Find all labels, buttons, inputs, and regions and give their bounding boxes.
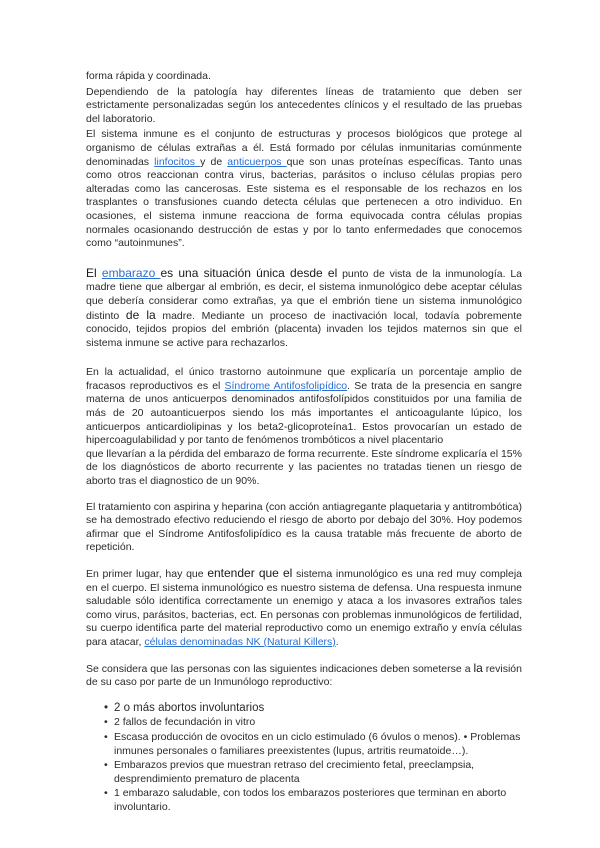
list-item: • 2 fallos de fecundación in vitro bbox=[104, 716, 522, 730]
immune-network-paragraph bbox=[86, 567, 522, 650]
nk-cells-link[interactable]: células denominadas NK (Natural Killers) bbox=[144, 635, 336, 648]
immune-text-c: que son unas proteínas específicas. Tanto unas como otros reaccionan contra virus, bacterias, parásitos o incluso células propias pero alteradas como las cancerosas. Este sistema es el responsable de los rechazos en los trasplantes o transfusiones cuando detecta células que pertenecen a otro individuo. En ocasiones, el sistema inmune reacciona de forma equivocada contra células propias normales ocasionando destrucción de estas y por lo tanto enfermedades que conocemos como “autoinmunes”. bbox=[86, 155, 522, 250]
list-item: • Embarazos previos que muestran retraso del crecimiento fetal, preeclampsia, desprendimiento prematuro de placenta bbox=[104, 759, 522, 786]
indications-list bbox=[86, 702, 522, 815]
intro-fragment: forma rápida y coordinada. bbox=[86, 70, 211, 82]
first-body: sistema inmunológico es una red muy compleja en el cuerpo. El sistema inmunológico es nuestro sistema de defensa. Una respuesta inmune saludable sólo identifica correctamente un enemigo y ataca a los invasores extraños tales como virus, parásitos, bacterias, ect. En personas con problemas inmunológicos de fertilidad, su cuerpo identifica parte del material reproductivo como un enemigo extraño y envía células para atacar, bbox=[86, 568, 522, 648]
antiphospholipid-continuation: que llevarían a la pérdida del embarazo de forma recurrente. Este síndrome explicaría el 15% de los diagnósticos de aborto recurrente y las pacientes no tratadas tienen un riesgo de aborto tras el diagnostico de un 90%. bbox=[86, 447, 522, 488]
pregnancy-body-end: madre. Mediante un proceso de inactivación local, todavía pobremente conocido, tejidos propios del embrión (placenta) invaden los tejidos maternos sin que el sistema inmune se active para rechazarlos. bbox=[86, 309, 522, 349]
antiphospholipid-paragraph bbox=[86, 366, 522, 448]
embarazo-link[interactable]: embarazo bbox=[101, 265, 161, 280]
list-item: • 2 o más abortos involuntarios bbox=[104, 702, 522, 716]
linfocitos-link[interactable]: linfocitos bbox=[154, 155, 201, 168]
immune-text-b: y de bbox=[200, 155, 228, 168]
pregnancy-body-start: punto de vista de la inmunología. La madre tiene que albergar al embrión, es decir, el sistema inmunológico debe aceptar células que debería considerar como extrañas, ya que el embrión tiene un sistema inmunológico distinto bbox=[86, 267, 523, 322]
pregnancy-mid: de la bbox=[125, 307, 156, 322]
pregnancy-lead: El bbox=[86, 265, 102, 280]
consider-text: Se considera que las personas con las siguientes indicaciones deben someterse a bbox=[86, 662, 474, 675]
aps-text-a: En la actualidad, el único trastorno autoinmune que explicaría un porcentaje amplio de fracasos reproductivos es el bbox=[86, 366, 522, 392]
list-item: • Escasa producción de ovocitos en un ciclo estimulado (6 óvulos o menos). • Problemas inmunes personales o familiares preexistentes (lupus, artritis reumatoide…). bbox=[104, 731, 522, 758]
consider-rest: revisión de su caso por parte de un Inmunólogo reproductivo: bbox=[86, 662, 522, 689]
first-emph: entender que el bbox=[207, 566, 293, 580]
consider-emph: la bbox=[473, 660, 483, 675]
list-item: • 1 embarazo saludable, con todos los embarazos posteriores que terminan en aborto involuntario. bbox=[104, 787, 522, 814]
first-end: . bbox=[335, 635, 339, 648]
immune-text-a: El sistema inmune es el conjunto de estructuras y procesos biológicos que protege al organismo de células extrañas a él. Está formado por células inmunitarias comúnmente denominadas bbox=[86, 128, 522, 168]
immune-system-paragraph bbox=[86, 128, 522, 250]
consider-paragraph bbox=[86, 662, 522, 690]
pregnancy-paragraph bbox=[86, 267, 522, 351]
aps-text-b: . Se trata de la presencia en sangre materna de unos anticuerpos denominados antifosfolípidos constituidos por una familia de más de 20 autoanticuerpos siendo los más importantes el anticoagulante lúpico, los anticuerpos anticardiolipinas y los beta2-glicoproteína1. Estos provocarían un estado de hipercoagulabilidad y por tanto de fenómenos trombóticos a nivel placentario bbox=[86, 379, 522, 447]
pregnancy-lead-rest: es una situación única desde el bbox=[160, 265, 338, 280]
aspirin-paragraph: El tratamiento con aspirina y heparina (con acción antiagregante plaquetaria y antitrombótica) se ha demostrado efectivo reduciendo el riesgo de aborto por debajo del 30%. Hoy podemos afirmar que el Síndrome Antifosfolipídico es la causa tratable más frecuente de aborto de repetición. bbox=[86, 500, 522, 554]
sindrome-antifosfolipidico-link[interactable]: Síndrome Antifosfolipídico bbox=[224, 379, 348, 392]
treatment-paragraph: Dependiendo de la patología hay diferentes líneas de tratamiento que deben ser estrictamente personalizadas según los antecedentes clínicos y el resultado de las pruebas del laboratorio. bbox=[86, 85, 522, 125]
anticuerpos-link[interactable]: anticuerpos bbox=[227, 155, 287, 168]
first-lead: En primer lugar, hay que bbox=[86, 568, 208, 580]
